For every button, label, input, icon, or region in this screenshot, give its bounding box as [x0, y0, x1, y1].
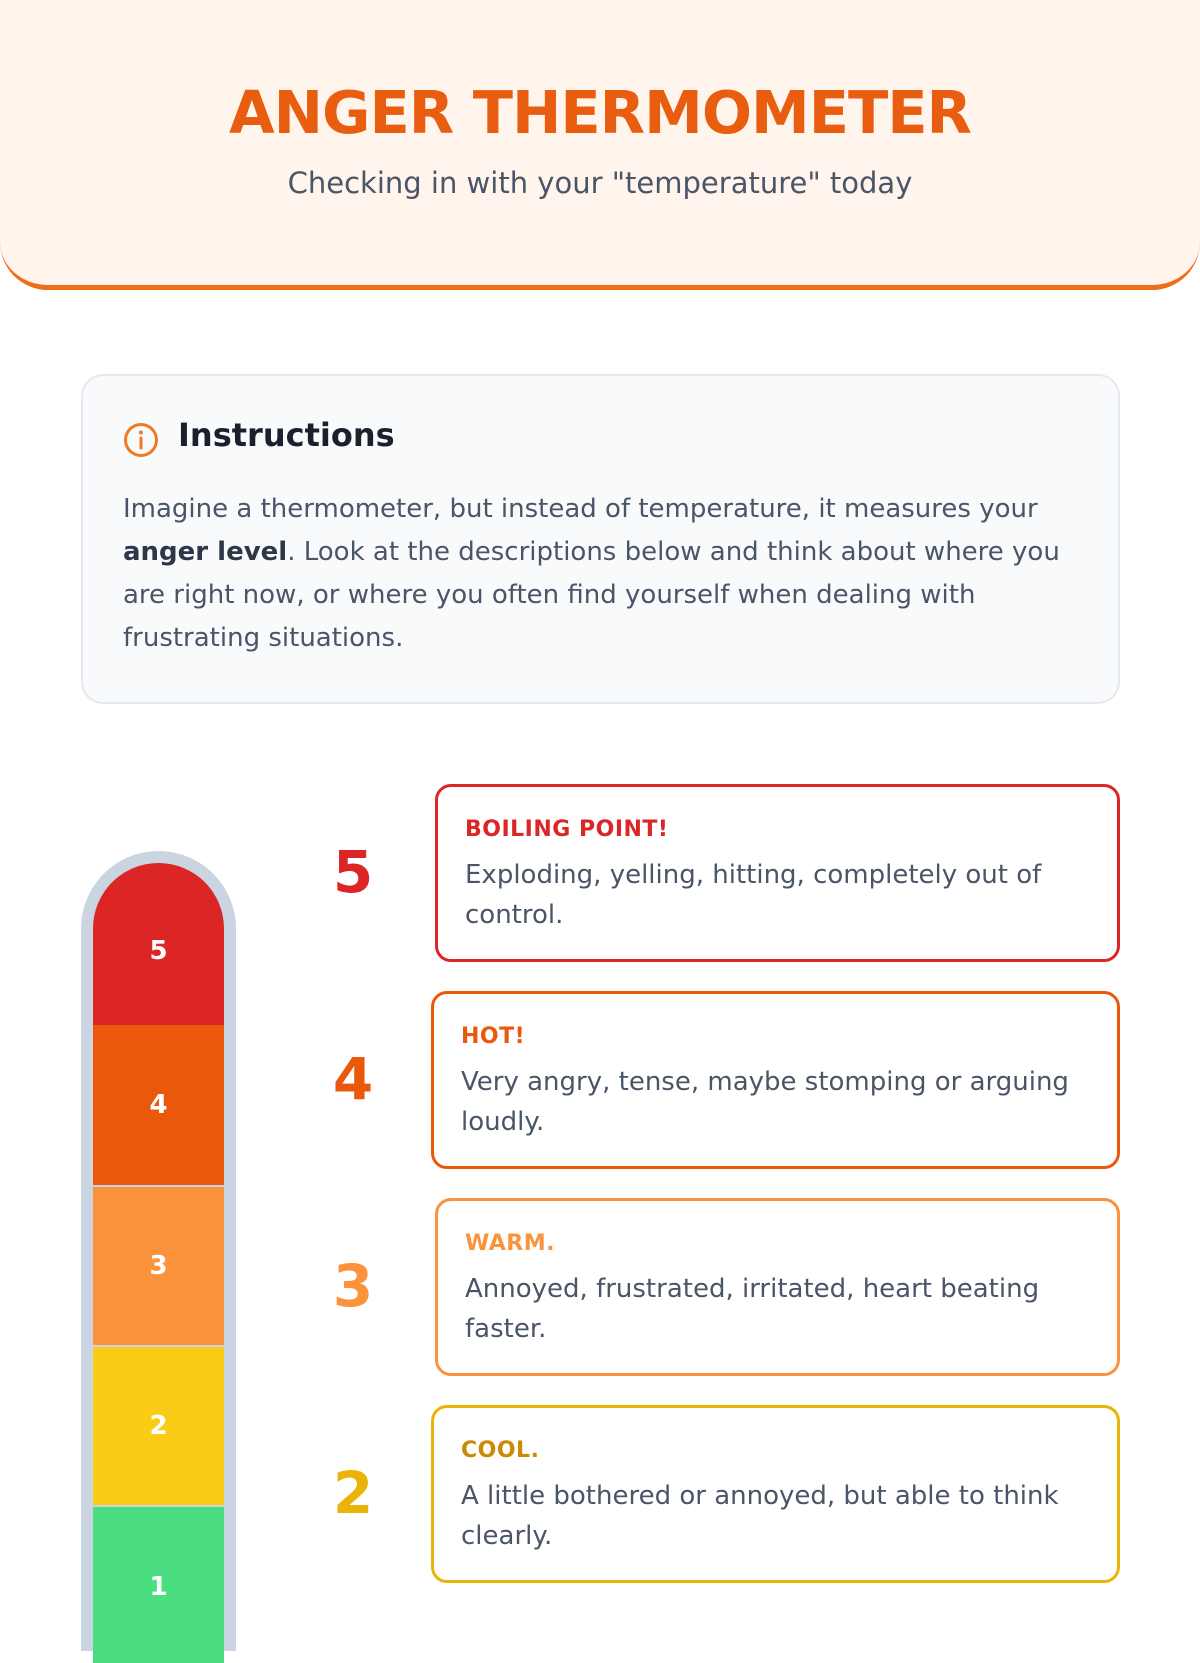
level-number-5: 5: [332, 838, 374, 906]
level-card-3: [435, 1198, 1120, 1376]
level-number-4: 4: [332, 1045, 374, 1113]
page-subtitle: Checking in with your "temperature" today: [287, 166, 913, 200]
thermometer-segment-3: 3: [93, 1187, 224, 1345]
header-banner: [0, 0, 1200, 290]
thermometer-segment-1: 1: [93, 1507, 224, 1663]
level-title: BOILING POINT!: [465, 817, 669, 842]
level-title: COOL.: [461, 1438, 540, 1463]
instructions-panel: [81, 374, 1120, 704]
thermometer-segment-4: 4: [93, 1025, 224, 1185]
level-number-3: 3: [332, 1252, 374, 1320]
level-card-5: [435, 784, 1120, 962]
instructions-text-end: . Look at the descriptions below and think about where you are right now, or where you often find yourself when dealing with frustrating situations.: [123, 537, 1060, 653]
instructions-heading: Instructions: [178, 416, 395, 454]
instructions-text-start: Imagine a thermometer, but instead of temperature, it measures your: [123, 494, 1038, 524]
level-card-4: [431, 991, 1120, 1169]
thermometer-segment-2: 2: [93, 1347, 224, 1505]
thermometer: [81, 851, 236, 1651]
level-description: A little bothered or annoyed, but able to think clearly.: [461, 1481, 1059, 1551]
instructions-text-emphasis: anger level: [123, 537, 288, 567]
info-icon: [123, 422, 159, 458]
level-number-2: 2: [332, 1459, 374, 1527]
instructions-text: [123, 488, 1083, 660]
level-description: Exploding, yelling, hitting, completely out of control.: [465, 860, 1042, 930]
level-title: HOT!: [461, 1024, 526, 1049]
level-title: WARM.: [465, 1231, 555, 1256]
thermometer-tube: [93, 863, 224, 1663]
level-card-2: [431, 1405, 1120, 1583]
page-title: ANGER THERMOMETER: [229, 78, 971, 147]
level-description: Annoyed, frustrated, irritated, heart beating faster.: [465, 1274, 1040, 1344]
thermometer-segment-5: 5: [93, 863, 224, 1031]
level-description: Very angry, tense, maybe stomping or arguing loudly.: [461, 1067, 1069, 1137]
